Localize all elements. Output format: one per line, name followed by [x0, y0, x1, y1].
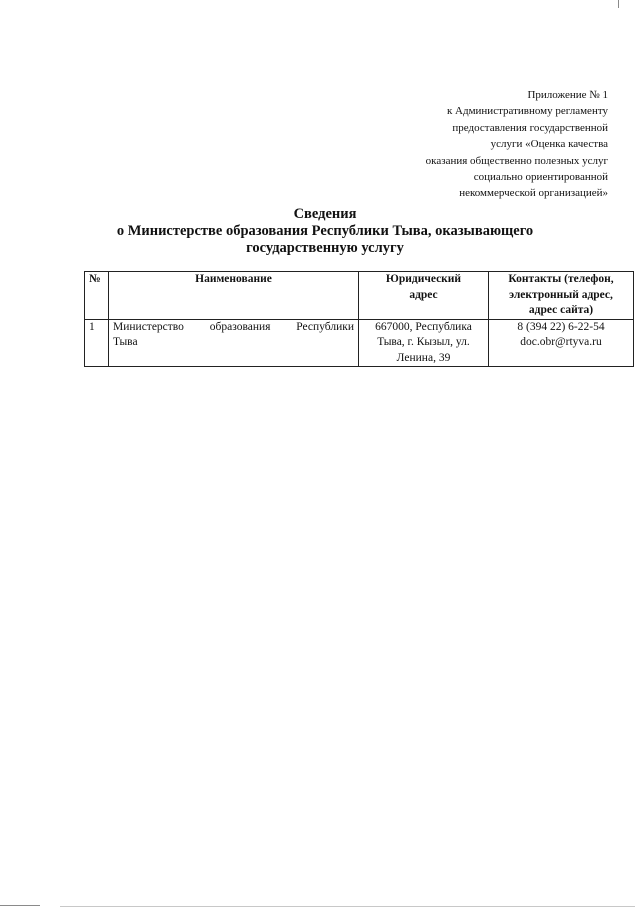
cell-name-line: Тыва — [113, 336, 138, 348]
cell-phone: 8 (394 22) 6-22-54 — [517, 320, 605, 333]
appendix-line: услуги «Оценка качества — [490, 138, 608, 151]
heading-subtitle-cont: государственную услугу — [246, 240, 404, 256]
appendix-line: некоммерческой организацией» — [459, 187, 608, 200]
document-heading — [70, 206, 580, 257]
header-address — [359, 272, 489, 320]
appendix-line: к Административному регламенту — [446, 105, 608, 118]
header-contacts — [489, 272, 634, 320]
header-contacts-line: адрес сайта) — [528, 304, 594, 316]
cell-num: 1 — [85, 319, 109, 367]
cell-address-line: 667000, Республика — [375, 320, 472, 333]
appendix-note — [308, 87, 608, 202]
scan-edge-mark-bottom-left — [0, 905, 40, 906]
heading-title: Сведения — [293, 206, 357, 222]
appendix-line: социально ориентированной — [473, 171, 608, 184]
cell-email: doc.obr@rtyva.ru — [520, 336, 602, 348]
header-num — [85, 272, 109, 320]
cell-name — [109, 319, 359, 367]
table-row — [85, 319, 634, 367]
cell-address-line: Ленина, 39 — [396, 351, 451, 364]
cell-name-line: Министерство образования Республики — [113, 320, 354, 333]
header-num-text: № — [89, 273, 101, 285]
header-name — [109, 272, 359, 320]
header-address-line: адрес — [409, 288, 438, 301]
cell-contacts — [489, 319, 634, 367]
organization-info-table — [84, 271, 634, 367]
scan-edge-mark-top — [618, 0, 619, 8]
appendix-line: Приложение № 1 — [527, 89, 608, 101]
header-contacts-line: Контакты (телефон, — [508, 273, 614, 285]
scan-edge-mark-bottom — [60, 906, 635, 907]
cell-address — [359, 319, 489, 367]
header-address-line: Юридический — [385, 273, 462, 285]
appendix-line: предоставления государственной — [452, 121, 608, 134]
heading-subtitle: о Министерстве образования Республики Тыва, оказывающего — [116, 223, 534, 239]
header-name-text: Наименование — [195, 273, 272, 285]
table-header-row — [85, 272, 634, 320]
appendix-line: оказания общественно полезных услуг — [425, 154, 608, 167]
header-contacts-line: электронный адрес, — [509, 288, 613, 301]
cell-address-line: Тыва, г. Кызыл, ул. — [377, 336, 470, 348]
